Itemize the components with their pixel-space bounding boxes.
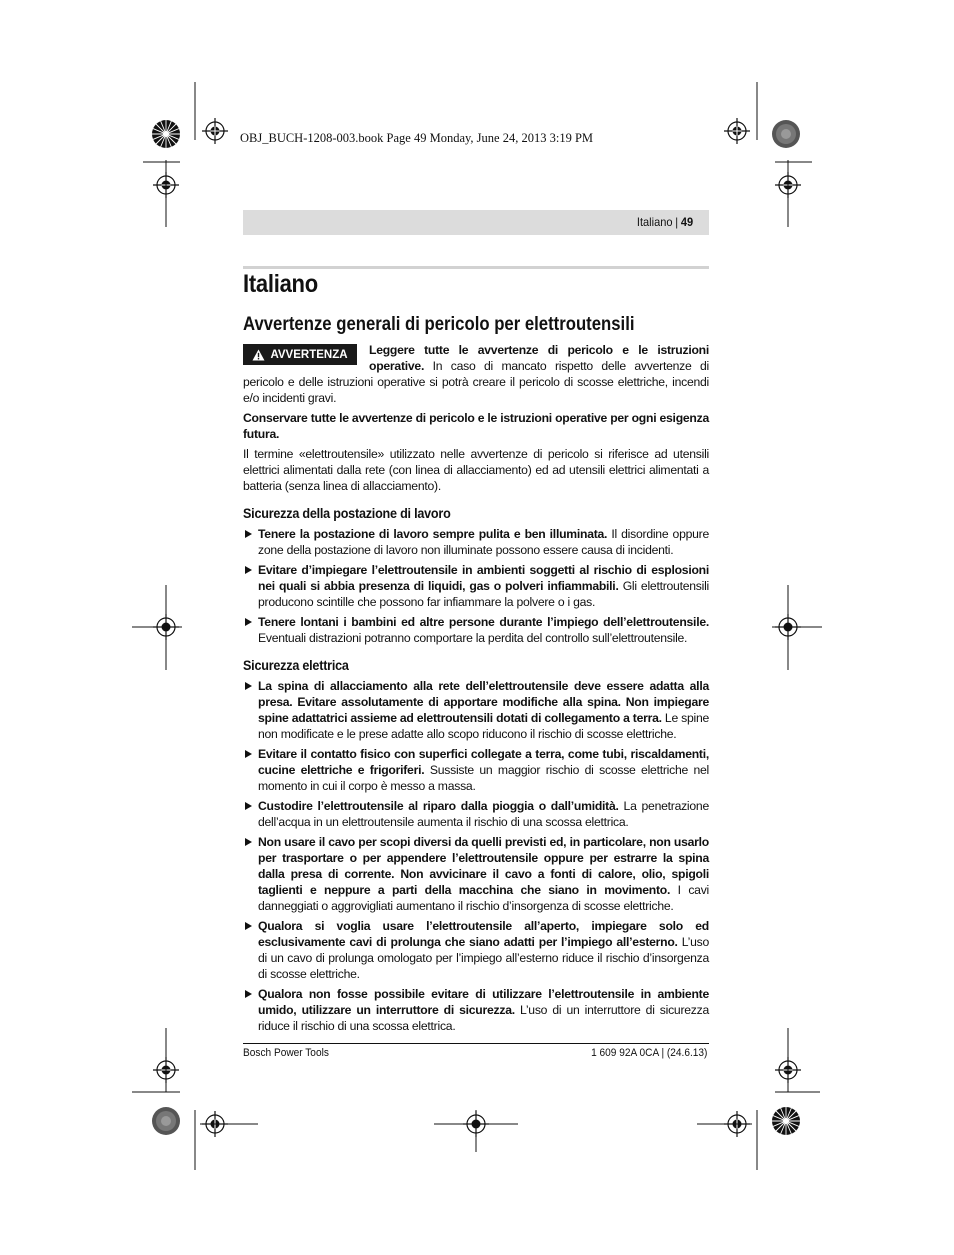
page-title: Italiano bbox=[243, 270, 318, 298]
header-language: Italiano bbox=[636, 215, 673, 229]
item-bold: Qualora si voglia usare l’elettroutensile all’aperto, impiegare solo ed esclusivamente cavi di prolunga che siano adatti per l’impiego all’esterno. bbox=[258, 919, 709, 949]
item-bold: Tenere la postazione di lavoro sempre pulita e ben illuminata. bbox=[258, 527, 608, 541]
color-wheel-icon bbox=[152, 120, 180, 148]
item-text: L’uso di un cavo di prolunga omologato per l’impiego all’esterno riduce il rischio d’insorgenza di scosse elettriche. bbox=[258, 935, 709, 981]
color-wheel-icon bbox=[772, 1107, 800, 1135]
item-text: La penetrazione dell’acqua in un elettroutensile aumenta il rischio di una scossa elettrica. bbox=[258, 799, 709, 829]
item-bold: Evitare d’impiegare l’elettroutensile in ambienti soggetti al rischio di esplosioni nei quali si abbia presenza di liquidi, gas o polveri infiammabili. bbox=[258, 563, 709, 593]
section-title: Avvertenze generali di pericolo per elettroutensili bbox=[243, 314, 635, 335]
item-bold: Custodire l’elettroutensile al riparo dalla pioggia o dall’umidità. bbox=[258, 799, 619, 813]
warning-paragraph bbox=[243, 342, 709, 406]
registration-target-icon bbox=[202, 118, 228, 144]
header-separator: | bbox=[675, 215, 678, 229]
item-text: Sussiste un maggior rischio di scosse elettriche nel momento in cui il corpo è messo a massa. bbox=[258, 763, 710, 793]
list-item bbox=[243, 562, 709, 610]
definition-paragraph: Il termine «elettroutensile» utilizzato nelle avvertenze di pericolo si riferisce ad utensili elettrici alimentati dalla rete (con linea di allacciamento) ed ad utensili elettrici alimentati a batteria (senza linea di allacciamento). bbox=[243, 447, 709, 493]
item-text: Le spine non modificate e le prese adatte allo scopo riducono il rischio di scosse elettriche. bbox=[258, 711, 710, 741]
color-wheel-icon bbox=[772, 120, 800, 148]
item-text: Eventuali distrazioni potranno comportare la perdita del controllo sull’elettroutensile. bbox=[258, 631, 688, 645]
list-item bbox=[243, 526, 709, 558]
list-item bbox=[243, 746, 709, 794]
item-bold: Evitare il contatto fisico con superfici collegate a terra, come tubi, riscaldamenti, cucine elettriche e frigoriferi. bbox=[258, 747, 709, 777]
main-content bbox=[243, 342, 709, 1038]
color-wheel-icon bbox=[152, 1107, 180, 1135]
list-item bbox=[243, 918, 709, 982]
page-number: 49 bbox=[680, 215, 693, 229]
warning-triangle-icon bbox=[252, 349, 265, 361]
list-item bbox=[243, 986, 709, 1034]
running-header-text bbox=[637, 215, 693, 229]
warning-lead-text: In caso di mancato rispetto delle avvertenze di pericolo e delle istruzioni operative si potrà creare il pericolo di scosse elettriche, incendi e/o incidenti gravi. bbox=[243, 359, 709, 405]
item-text: L’uso di un interruttore di sicurezza riduce il rischio di una scossa elettrica. bbox=[258, 1003, 710, 1033]
print-slug: OBJ_BUCH-1208-003.book Page 49 Monday, June 24, 2013 3:19 PM bbox=[240, 131, 594, 145]
section-heading-workplace: Sicurezza della postazione di lavoro bbox=[243, 505, 451, 521]
title-rule bbox=[243, 266, 709, 269]
item-bold: Qualora non fosse possibile evitare di utilizzare l’elettroutensile in ambiente umido, utilizzare un interruttore di sicurezza. bbox=[258, 987, 709, 1017]
list-item bbox=[243, 614, 709, 646]
list-item bbox=[243, 798, 709, 830]
warning-badge-label: AVVERTENZA bbox=[270, 348, 348, 361]
item-bold: Non usare il cavo per scopi diversi da quelli previsti ed, in particolare, non usarlo per trasportare o per appendere l’elettroutensile oppure per estrarre la spina dalla presa di corrente. Non avvicinare il cavo a fonti di calore, olio, spigoli taglienti e neppure a parti della macchina che siano in movimento. bbox=[258, 835, 709, 897]
footer-brand: Bosch Power Tools bbox=[243, 1047, 329, 1059]
list-item bbox=[243, 834, 709, 914]
item-text: Il disordine oppure zone della postazione di lavoro non illuminate possono essere causa di incidenti. bbox=[258, 527, 709, 557]
item-bold: La spina di allacciamento alla rete dell’elettroutensile deve essere adatta alla presa. Evitare assolutamente di apportare modifiche alla spina. Non impiegare spine adattatrici assieme ad elettroutensili dotati di collegamento a terra. bbox=[258, 679, 709, 725]
section-heading-electrical: Sicurezza elettrica bbox=[243, 657, 349, 673]
item-bold: Tenere lontani i bambini ed altre persone durante l’impiego dell’elettroutensile. bbox=[258, 615, 709, 629]
footer-code: 1 609 92A 0CA | (24.6.13) bbox=[590, 1047, 707, 1059]
warning-lead-bold: Leggere tutte le avvertenze di pericolo e le istruzioni operative. bbox=[369, 343, 709, 373]
running-header bbox=[243, 210, 709, 235]
footer-rule bbox=[243, 1043, 709, 1044]
registration-target-icon bbox=[724, 118, 750, 144]
keep-instructions bbox=[243, 410, 709, 442]
warning-badge bbox=[243, 344, 357, 365]
list-item bbox=[243, 678, 709, 742]
item-text: I cavi danneggiati o aggrovigliati aumentano il rischio d’insorgenza di scosse elettriche. bbox=[258, 883, 709, 913]
item-text: Gli elettroutensili producono scintille che possono far infiammare la polvere o i gas. bbox=[258, 579, 709, 609]
keep-instructions-text: Conservare tutte le avvertenze di pericolo e le istruzioni operative per ogni esigenza futura. bbox=[243, 411, 709, 441]
